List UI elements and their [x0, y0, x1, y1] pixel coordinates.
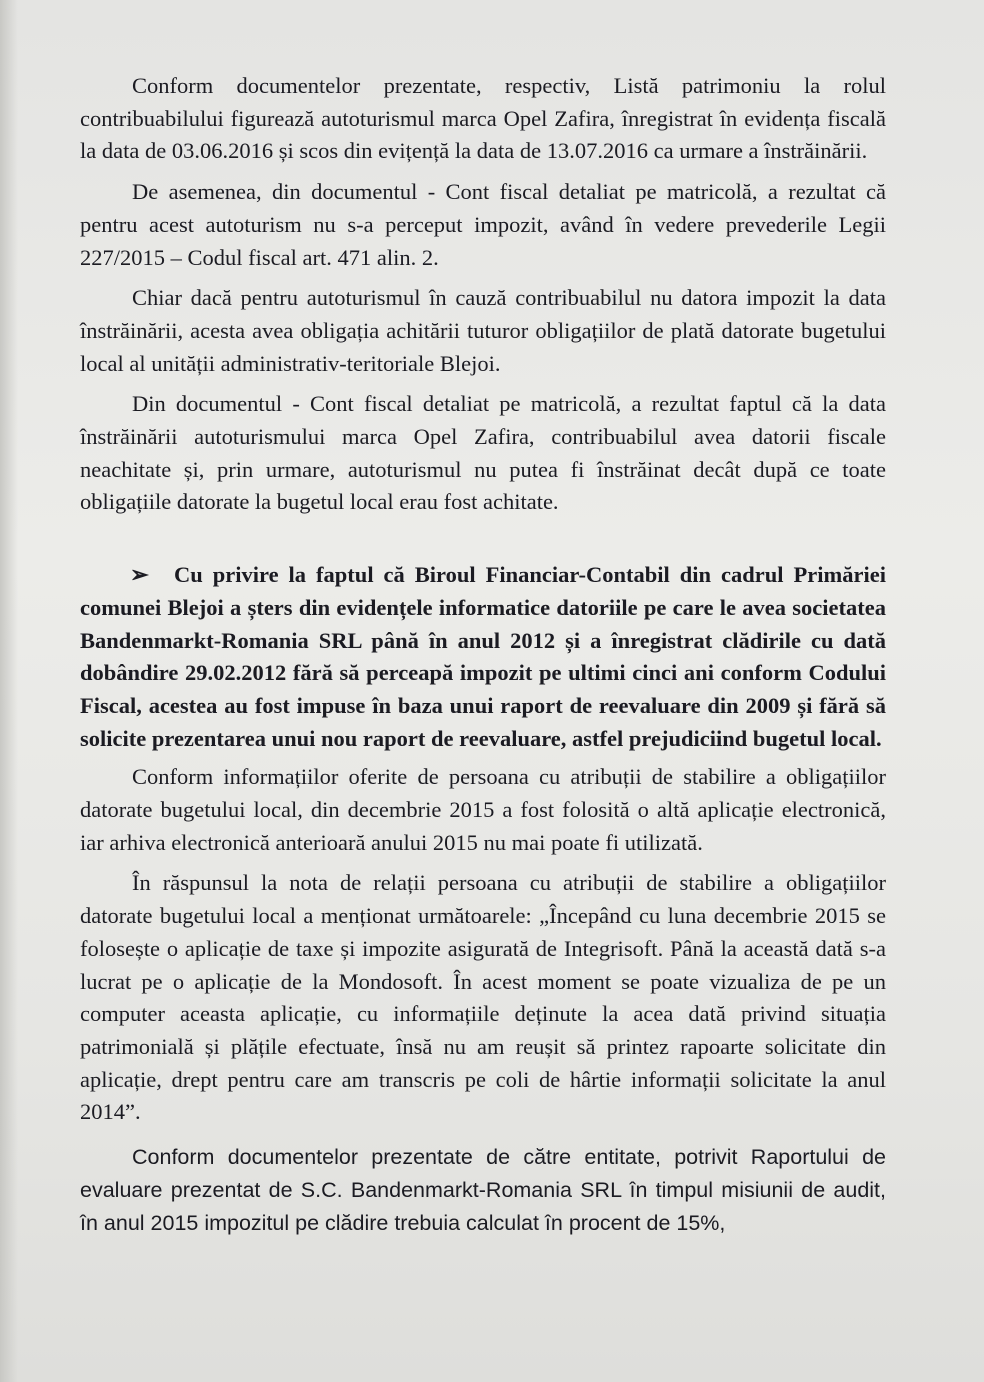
arrow-bullet-icon: ➢ [130, 562, 149, 588]
paragraph-1: Conform documentelor prezentate, respectiv, Listă patrimoniu la rolul contribuabilului figurează autoturismul marca Opel Zafira, înregistrat în evidența fiscală la data de 03.06.2016 și scos din evițență la data de 13.07.2016 ca urmare a înstrăinării. [80, 73, 886, 164]
paragraph-5: Conform informațiilor oferite de persoana cu atribuții de stabilire a obligațiilor datorate bugetului local, din decembrie 2015 a fost folosită o altă aplicație electronică, iar arhiva electronică anterioară anului 2015 nu mai poate fi utilizată. [80, 764, 886, 855]
paragraph-2: De asemenea, din documentul - Cont fiscal detaliat pe matricolă, a rezultat că pentru acest autoturism nu s-a perceput impozit, având în vedere prevederile Legii 227/2015 – Codul fiscal art. 471 alin. 2. [80, 179, 886, 270]
paragraph-7: Conform documentelor prezentate de către entitate, potrivit Raportului de evaluare prezentat de S.C. Bandenmarkt-Romania SRL în timpul misiunii de audit, în anul 2015 impozitul pe clădire trebuia calculat în procent de 15%, [80, 1145, 886, 1236]
paragraph-4: Din documentul - Cont fiscal detaliat pe matricolă, a rezultat faptul că la data înstrăinării autoturismului marca Opel Zafira, contribuabilul avea datorii fiscale neachitate și, prin urmare, autoturismul nu putea fi înstrăinat decât după ce toate obligațiile datorate la bugetul local erau fost achitate. [80, 391, 886, 515]
paragraph-6: În răspunsul la nota de relații persoana cu atribuții de stabilire a obligațiilor datorate bugetului local a menționat următoarele: „Începând cu luna decembrie 2015 se folosește o aplicație de taxe și impozite asigurată de Integrisoft. Până la această dată s-a lucrat pe o aplicație de la Mondosoft. În acest moment se poate vizualiza de pe un computer aceasta aplicație, cu informațiile deținute la acea dată privind situația patrimonială și plățile efectuate, însă nu am reușit să printez rapoarte solicitate din aplicație, drept pentru care am transcris pe coli de hârtie informații solicitate la anul 2014”. [80, 870, 886, 1125]
bullet-text: Cu privire la faptul că Biroul Financiar-Contabil din cadrul Primăriei comunei Blejoi a șters din evidențele informatice datoriile pe care le avea societatea Bandenmarkt-Romania SRL până în anul 2012 și a înregistrat clădirile cu dată dobândire 29.02.2012 fără să perceapă impozit pe ultimi cinci ani conform Codului Fiscal, acestea au fost impuse în baza unui raport de reevaluare din 2009 și fără să solicite prezentarea unui nou raport de reevaluare, astfel prejudiciind bugetul local. [80, 562, 886, 751]
paragraph-3: Chiar dacă pentru autoturismul în cauză contribuabilul nu datora impozit la data înstrăinării, acesta avea obligația achitării tuturor obligațiilor de plată datorate bugetului local al unității administrativ-teritoriale Blejoi. [80, 285, 886, 376]
bullet-item [80, 559, 886, 755]
